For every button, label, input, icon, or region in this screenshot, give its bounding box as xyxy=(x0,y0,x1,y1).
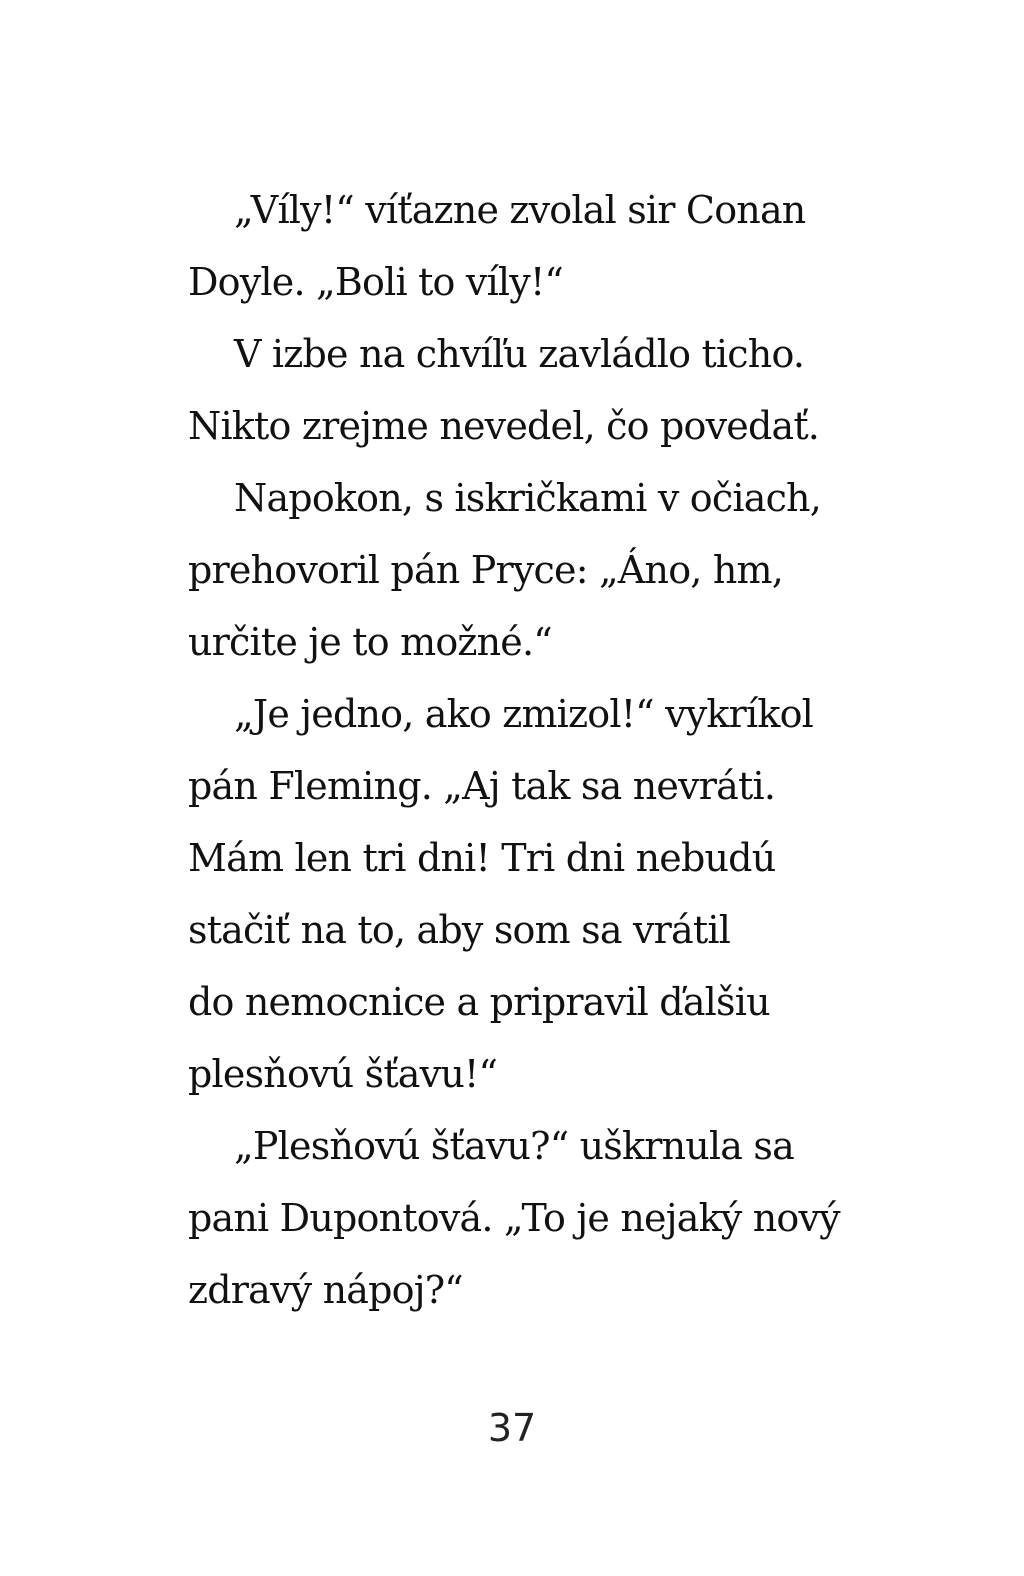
text-line: zdravý nápoj?“ xyxy=(188,1268,463,1312)
text-line: plesňovú šťavu!“ xyxy=(188,1052,498,1096)
text-line: prehovoril pán Pryce: „Áno, hm, xyxy=(188,548,784,592)
text-line: „Víly!“ víťazne zvolal sir Conan xyxy=(234,188,806,232)
page-number: 37 xyxy=(487,1406,537,1450)
text-line: „Plesňovú šťavu?“ uškrnula sa xyxy=(234,1124,794,1168)
text-line: do nemocnice a pripravil ďalšiu xyxy=(188,980,770,1024)
text-line: Nikto zrejme nevedel, čo povedať. xyxy=(188,404,820,448)
text-line: Mám len tri dni! Tri dni nebudú xyxy=(188,836,776,880)
text-line: určite je to možné.“ xyxy=(188,620,552,664)
text-line: pani Dupontová. „To je nejaký nový xyxy=(188,1196,840,1240)
text-line: V izbe na chvíľu zavládlo ticho. xyxy=(234,332,805,376)
text-line: Doyle. „Boli to víly!“ xyxy=(188,260,564,304)
text-line: pán Fleming. „Aj tak sa nevráti. xyxy=(188,764,776,808)
text-line: Napokon, s iskričkami v očiach, xyxy=(234,476,822,520)
body-text xyxy=(188,174,888,1326)
text-line: „Je jedno, ako zmizol!“ vykríkol xyxy=(234,692,814,736)
text-line: stačiť na to, aby som sa vrátil xyxy=(188,908,731,952)
